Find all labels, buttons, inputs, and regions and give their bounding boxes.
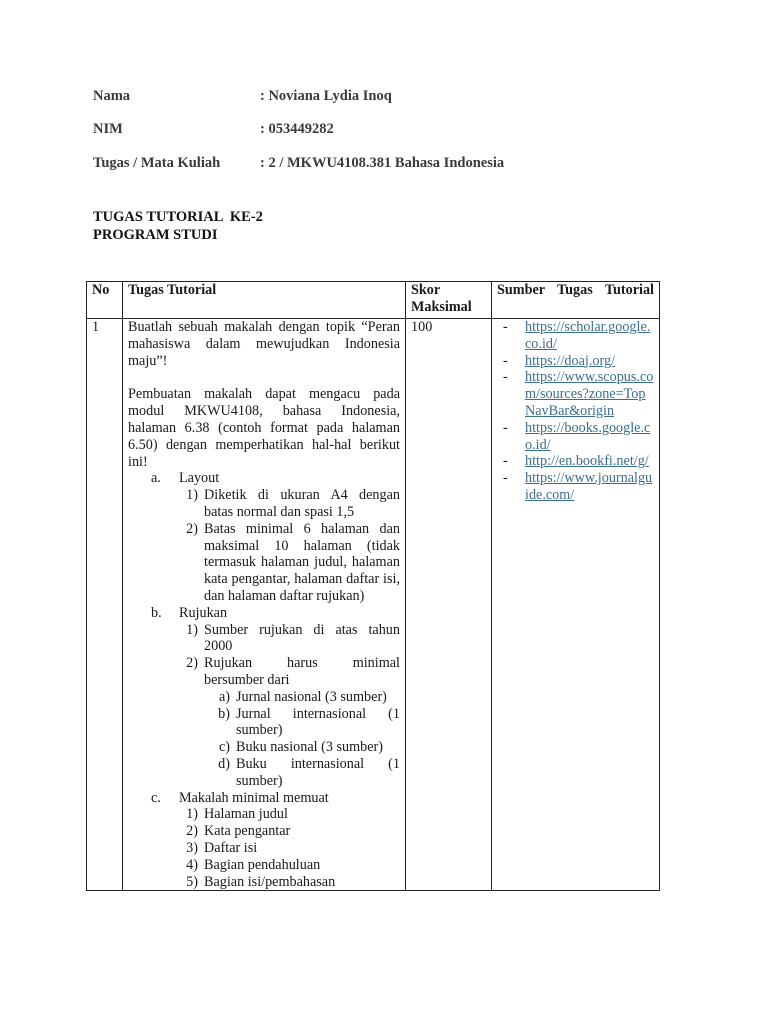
header-no: No <box>87 282 123 319</box>
header-skor: Skor Maksimal <box>406 282 492 319</box>
list-text: Halaman judul <box>204 806 288 823</box>
list-item <box>128 689 400 706</box>
list-text: Sumber rujukan di atas tahun 2000 <box>204 621 400 655</box>
list-text: Kata pengantar <box>204 823 291 840</box>
list-item <box>128 622 400 656</box>
list-marker: 2) <box>186 520 198 537</box>
list-item <box>128 706 400 740</box>
intro-text: Buatlah sebuah makalah dengan topik “Peran mahasiswa dalam mewujudkan Indonesia maju”! <box>128 319 400 369</box>
list-marker: 2) <box>186 655 198 672</box>
label-b: Rujukan <box>179 604 228 621</box>
list-item <box>128 806 400 823</box>
list-item <box>128 487 400 521</box>
link-doaj[interactable]: https://doaj.org/ <box>525 352 615 369</box>
list-marker: d) <box>218 755 230 772</box>
table-row <box>87 319 660 891</box>
list-item <box>128 857 400 874</box>
label-a: Layout <box>179 470 220 487</box>
title-line-1: TUGAS TUTORIAL KE-2 <box>93 209 263 225</box>
tugas-label: Tugas / Mata Kuliah <box>93 155 221 171</box>
list-marker: c) <box>218 739 230 756</box>
list-item <box>128 823 400 840</box>
list-item <box>128 840 400 857</box>
nim-value: : 053449282 <box>260 121 334 137</box>
list-marker: 4) <box>186 856 198 873</box>
list-marker: 1) <box>186 487 198 504</box>
list-text: Daftar isi <box>204 839 258 856</box>
instruction-text: Pembuatan makalah dapat mengacu pada modul MKWU4108, bahasa Indonesia, halaman 6.38 (contoh format pada halaman 6.50) dengan memperhatikan hal-hal berikut ini! <box>128 386 400 470</box>
bullet: - <box>503 470 508 487</box>
list-text: Bagian pendahuluan <box>204 856 321 873</box>
list-text: Batas minimal 6 halaman dan maksimal 10 halaman (tidak termasuk halaman judul, halaman kata pengantar, halaman daftar isi, dan halaman daftar rujukan) <box>204 520 400 604</box>
tugas-value: : 2 / MKWU4108.381 Bahasa Indonesia <box>260 155 505 171</box>
cell-skor: 100 <box>406 319 492 891</box>
bullet: - <box>503 453 508 470</box>
list-item <box>497 470 654 504</box>
list-marker: 5) <box>186 873 198 890</box>
list-item-c <box>128 790 400 807</box>
list-marker: a) <box>218 688 230 705</box>
marker-c: c. <box>151 789 161 806</box>
list-item <box>497 319 654 353</box>
list-item <box>497 353 654 370</box>
cell-sumber <box>492 319 660 891</box>
list-text: Rujukan harus minimal bersumber dari <box>204 655 400 688</box>
bullet: - <box>503 419 508 436</box>
list-item <box>497 369 654 419</box>
list-text: Diketik di ukuran A4 dengan batas normal dan spasi 1,5 <box>204 487 400 520</box>
nama-value: : Noviana Lydia Inoq <box>260 88 392 104</box>
document-title <box>93 208 263 244</box>
list-marker: 1) <box>186 621 198 638</box>
list-item-a <box>128 470 400 487</box>
list-text: Jurnal internasional (1 sumber) <box>236 705 400 739</box>
bullet: - <box>503 319 508 335</box>
link-journalguide[interactable]: https://www.journalguide.com/ <box>525 470 653 503</box>
marker-a: a. <box>151 470 161 487</box>
title-line-2: PROGRAM STUDI <box>93 227 218 243</box>
list-text: Buku internasional (1 sumber) <box>236 755 400 789</box>
list-item-b <box>128 605 400 622</box>
list-marker: 3) <box>186 839 198 856</box>
link-bookfi[interactable]: http://en.bookfi.net/g/ <box>525 453 649 470</box>
cell-tugas <box>123 319 406 891</box>
label-c: Makalah minimal memuat <box>179 789 329 806</box>
header-tugas: Tugas Tutorial <box>123 282 406 319</box>
nama-label: Nama <box>93 88 131 104</box>
link-scopus[interactable]: https://www.scopus.com/sources?zone=TopNavBar&origin <box>525 369 654 419</box>
list-item <box>128 521 400 605</box>
list-item <box>128 756 400 790</box>
list-text: Bagian isi/pembahasan <box>204 873 336 890</box>
list-text: Buku nasional (3 sumber) <box>236 739 383 756</box>
bullet: - <box>503 369 508 386</box>
tutorial-table <box>86 281 660 891</box>
cell-no: 1 <box>87 319 123 891</box>
list-item <box>128 739 400 756</box>
link-google-books[interactable]: https://books.google.co.id/ <box>525 419 651 453</box>
nim-label: NIM <box>93 121 123 137</box>
marker-b: b. <box>151 604 162 621</box>
link-google-scholar[interactable]: https://scholar.google.co.id/ <box>525 319 651 352</box>
list-item <box>128 874 400 891</box>
list-marker: 1) <box>186 806 198 823</box>
list-marker: 2) <box>186 823 198 840</box>
list-item <box>128 655 400 689</box>
source-links <box>497 319 654 504</box>
table-header-row <box>87 282 660 319</box>
bullet: - <box>503 352 508 369</box>
list-item <box>497 453 654 470</box>
list-marker: b) <box>218 705 230 722</box>
list-text: Jurnal nasional (3 sumber) <box>236 688 387 705</box>
list-item <box>497 420 654 454</box>
header-sumber: Sumber Tugas Tutorial <box>492 282 660 319</box>
